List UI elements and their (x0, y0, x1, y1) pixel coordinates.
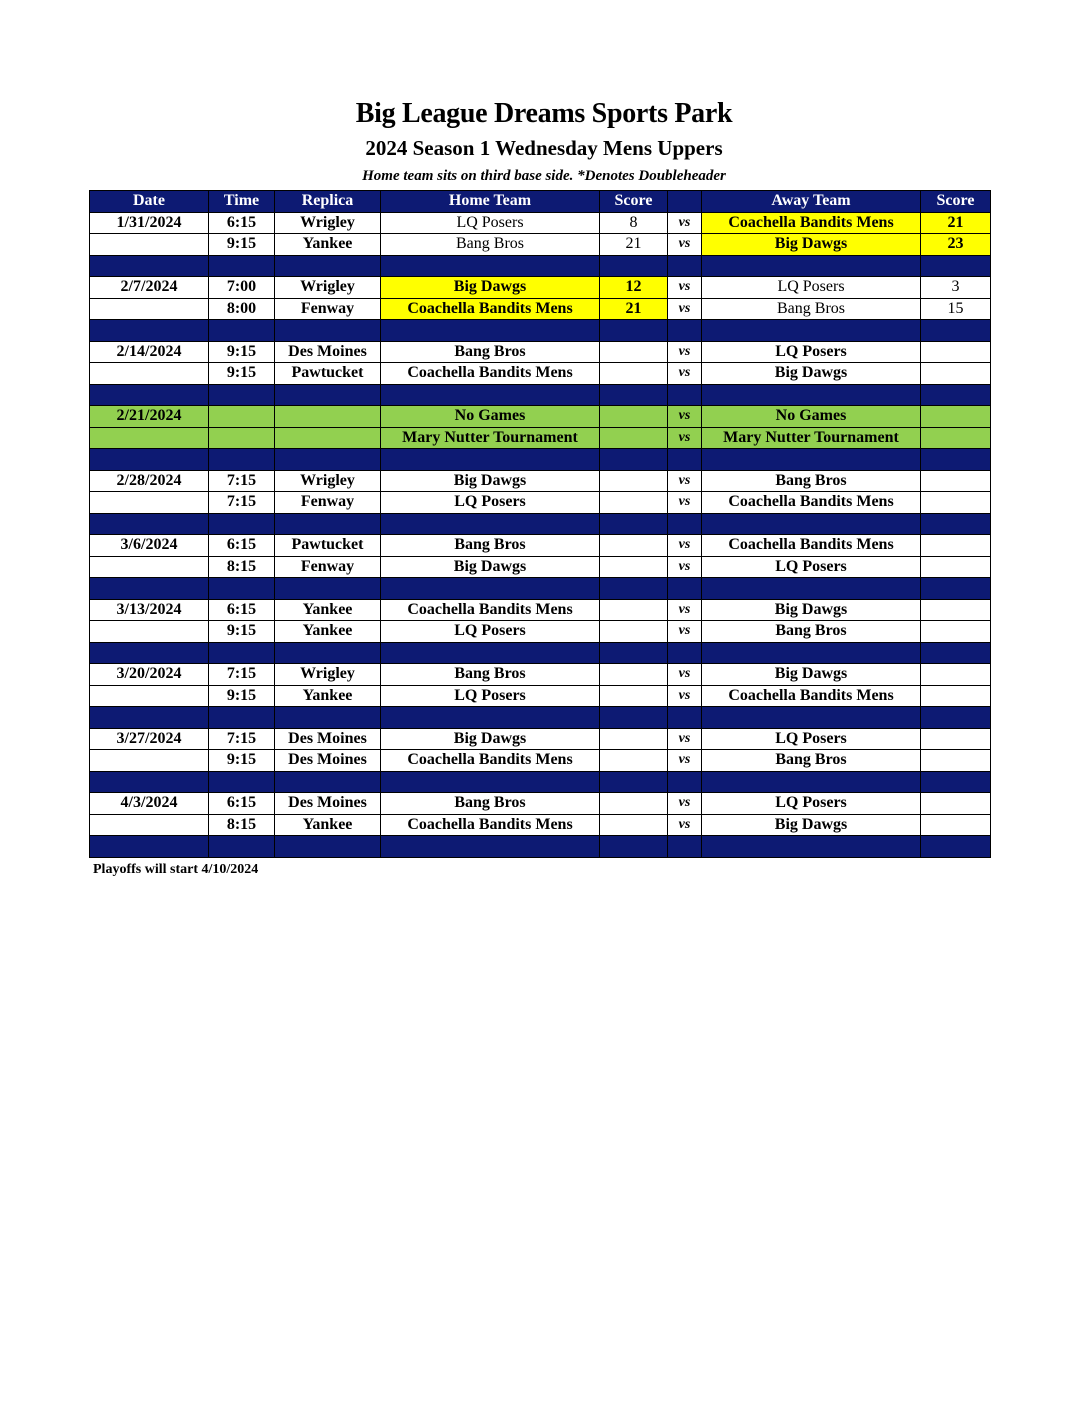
game-date (90, 298, 209, 320)
schedule-table (89, 190, 991, 858)
separator-cell (209, 384, 275, 406)
table-row (90, 793, 991, 815)
header-row (90, 191, 991, 213)
col-vs-header (668, 191, 702, 213)
table-row (90, 234, 991, 256)
separator-cell (381, 642, 600, 664)
table-row (90, 814, 991, 836)
separator-cell (381, 771, 600, 793)
home-score (600, 427, 668, 449)
home-team: Bang Bros (381, 664, 600, 686)
separator-cell (921, 320, 991, 342)
separator-cell (702, 771, 921, 793)
replica-field: Des Moines (275, 750, 381, 772)
home-score (600, 535, 668, 557)
separator-cell (668, 255, 702, 277)
game-date: 3/20/2024 (90, 664, 209, 686)
away-score (921, 814, 991, 836)
separator-cell (600, 707, 668, 729)
replica-field (275, 427, 381, 449)
replica-field: Yankee (275, 621, 381, 643)
separator-cell (90, 578, 209, 600)
home-team: LQ Posers (381, 685, 600, 707)
table-row (90, 492, 991, 514)
vs-label: vs (668, 814, 702, 836)
separator-cell (209, 707, 275, 729)
home-score (600, 341, 668, 363)
home-score (600, 492, 668, 514)
away-score (921, 685, 991, 707)
game-date: 1/31/2024 (90, 212, 209, 234)
home-score (600, 814, 668, 836)
away-team: Mary Nutter Tournament (702, 427, 921, 449)
separator-cell (90, 707, 209, 729)
separator-cell (90, 320, 209, 342)
game-time: 8:15 (209, 556, 275, 578)
table-row (90, 470, 991, 492)
home-score (600, 793, 668, 815)
vs-label: vs (668, 664, 702, 686)
game-time: 9:15 (209, 363, 275, 385)
game-date (90, 492, 209, 514)
home-team: Big Dawgs (381, 556, 600, 578)
separator-cell (381, 836, 600, 858)
away-team: Coachella Bandits Mens (702, 535, 921, 557)
separator-cell (600, 771, 668, 793)
home-team: Coachella Bandits Mens (381, 298, 600, 320)
vs-label: vs (668, 341, 702, 363)
away-score: 3 (921, 277, 991, 299)
away-team: Coachella Bandits Mens (702, 212, 921, 234)
replica-field: Pawtucket (275, 363, 381, 385)
replica-field: Fenway (275, 298, 381, 320)
separator-cell (921, 771, 991, 793)
replica-field: Des Moines (275, 793, 381, 815)
home-team: Bang Bros (381, 341, 600, 363)
home-team: Coachella Bandits Mens (381, 599, 600, 621)
separator-cell (702, 513, 921, 535)
separator-cell (381, 384, 600, 406)
game-date: 4/3/2024 (90, 793, 209, 815)
replica-field (275, 406, 381, 428)
away-score (921, 406, 991, 428)
separator-cell (381, 449, 600, 471)
vs-label: vs (668, 470, 702, 492)
separator-cell (381, 578, 600, 600)
separator-cell (275, 320, 381, 342)
game-time: 9:15 (209, 685, 275, 707)
table-row (90, 427, 991, 449)
col-home-score-header: Score (600, 191, 668, 213)
document-subtitle: 2024 Season 1 Wednesday Mens Uppers (365, 136, 723, 160)
home-score: 21 (600, 234, 668, 256)
separator-cell (209, 771, 275, 793)
away-score (921, 470, 991, 492)
away-score: 15 (921, 298, 991, 320)
separator-cell (600, 320, 668, 342)
home-score (600, 363, 668, 385)
table-row (90, 406, 991, 428)
table-row (90, 621, 991, 643)
home-score (600, 599, 668, 621)
vs-label: vs (668, 492, 702, 514)
separator-row (90, 578, 991, 600)
separator-row (90, 707, 991, 729)
replica-field: Des Moines (275, 728, 381, 750)
vs-label: vs (668, 277, 702, 299)
playoffs-note: Playoffs will start 4/10/2024 (93, 862, 259, 877)
replica-field: Yankee (275, 599, 381, 621)
away-team: Coachella Bandits Mens (702, 492, 921, 514)
vs-label: vs (668, 750, 702, 772)
separator-cell (275, 578, 381, 600)
separator-cell (921, 449, 991, 471)
separator-row (90, 836, 991, 858)
separator-row (90, 449, 991, 471)
game-date (90, 363, 209, 385)
separator-cell (921, 255, 991, 277)
game-date (90, 556, 209, 578)
vs-label: vs (668, 599, 702, 621)
vs-label: vs (668, 406, 702, 428)
home-team: LQ Posers (381, 212, 600, 234)
separator-cell (921, 578, 991, 600)
away-score (921, 750, 991, 772)
vs-label: vs (668, 556, 702, 578)
away-score (921, 427, 991, 449)
separator-cell (600, 449, 668, 471)
away-team: Big Dawgs (702, 234, 921, 256)
game-time: 9:15 (209, 750, 275, 772)
game-date: 2/21/2024 (90, 406, 209, 428)
game-time (209, 406, 275, 428)
separator-cell (921, 384, 991, 406)
separator-cell (668, 513, 702, 535)
game-date: 2/28/2024 (90, 470, 209, 492)
away-team: Big Dawgs (702, 814, 921, 836)
home-team: Coachella Bandits Mens (381, 363, 600, 385)
away-team: Big Dawgs (702, 363, 921, 385)
vs-label: vs (668, 234, 702, 256)
replica-field: Wrigley (275, 664, 381, 686)
game-date (90, 427, 209, 449)
game-date (90, 750, 209, 772)
separator-cell (702, 578, 921, 600)
separator-cell (921, 836, 991, 858)
home-score: 21 (600, 298, 668, 320)
away-score: 23 (921, 234, 991, 256)
vs-label: vs (668, 535, 702, 557)
separator-cell (381, 320, 600, 342)
separator-cell (600, 513, 668, 535)
table-row (90, 685, 991, 707)
replica-field: Wrigley (275, 277, 381, 299)
game-time: 8:15 (209, 814, 275, 836)
home-score (600, 664, 668, 686)
game-date (90, 621, 209, 643)
separator-cell (600, 642, 668, 664)
game-time: 7:15 (209, 728, 275, 750)
separator-cell (209, 449, 275, 471)
separator-cell (702, 707, 921, 729)
game-time: 6:15 (209, 793, 275, 815)
separator-cell (702, 642, 921, 664)
away-team: Bang Bros (702, 621, 921, 643)
replica-field: Wrigley (275, 470, 381, 492)
game-time: 9:15 (209, 234, 275, 256)
away-team: No Games (702, 406, 921, 428)
away-team: LQ Posers (702, 728, 921, 750)
game-time: 7:15 (209, 492, 275, 514)
away-score (921, 664, 991, 686)
vs-label: vs (668, 363, 702, 385)
game-time: 6:15 (209, 212, 275, 234)
away-team: Big Dawgs (702, 599, 921, 621)
home-score: 8 (600, 212, 668, 234)
away-score (921, 599, 991, 621)
home-team: Bang Bros (381, 535, 600, 557)
game-date: 3/6/2024 (90, 535, 209, 557)
col-home-team-header: Home Team (381, 191, 600, 213)
home-score (600, 750, 668, 772)
away-team: LQ Posers (702, 277, 921, 299)
away-team: Big Dawgs (702, 664, 921, 686)
separator-cell (275, 771, 381, 793)
table-row (90, 212, 991, 234)
game-time: 6:15 (209, 535, 275, 557)
separator-cell (90, 513, 209, 535)
separator-row (90, 513, 991, 535)
vs-label: vs (668, 728, 702, 750)
separator-cell (921, 642, 991, 664)
table-row (90, 750, 991, 772)
separator-cell (90, 255, 209, 277)
game-time (209, 427, 275, 449)
separator-cell (275, 513, 381, 535)
away-score (921, 492, 991, 514)
separator-cell (275, 836, 381, 858)
vs-label: vs (668, 298, 702, 320)
separator-cell (209, 513, 275, 535)
table-row (90, 363, 991, 385)
replica-field: Yankee (275, 814, 381, 836)
home-score (600, 621, 668, 643)
home-team: LQ Posers (381, 621, 600, 643)
home-team: Coachella Bandits Mens (381, 814, 600, 836)
away-score (921, 363, 991, 385)
game-date (90, 814, 209, 836)
home-team: Bang Bros (381, 793, 600, 815)
separator-cell (702, 384, 921, 406)
separator-cell (600, 578, 668, 600)
document-title: Big League Dreams Sports Park (355, 98, 733, 129)
home-team: No Games (381, 406, 600, 428)
table-row (90, 341, 991, 363)
home-team: LQ Posers (381, 492, 600, 514)
separator-cell (275, 255, 381, 277)
separator-cell (275, 642, 381, 664)
table-row (90, 277, 991, 299)
away-team: Bang Bros (702, 750, 921, 772)
separator-cell (702, 320, 921, 342)
home-team: Coachella Bandits Mens (381, 750, 600, 772)
separator-cell (209, 642, 275, 664)
game-date: 3/13/2024 (90, 599, 209, 621)
vs-label: vs (668, 685, 702, 707)
vs-label: vs (668, 427, 702, 449)
separator-cell (275, 449, 381, 471)
separator-cell (668, 449, 702, 471)
home-team: Big Dawgs (381, 728, 600, 750)
separator-cell (90, 449, 209, 471)
table-row (90, 298, 991, 320)
game-time: 6:15 (209, 599, 275, 621)
away-team: Coachella Bandits Mens (702, 685, 921, 707)
separator-cell (209, 836, 275, 858)
home-score (600, 728, 668, 750)
separator-cell (668, 642, 702, 664)
vs-label: vs (668, 621, 702, 643)
game-time: 7:00 (209, 277, 275, 299)
col-away-score-header: Score (921, 191, 991, 213)
separator-cell (275, 384, 381, 406)
away-score: 21 (921, 212, 991, 234)
home-team: Mary Nutter Tournament (381, 427, 600, 449)
separator-row (90, 642, 991, 664)
game-time: 9:15 (209, 341, 275, 363)
away-team: LQ Posers (702, 341, 921, 363)
away-team: LQ Posers (702, 793, 921, 815)
table-row (90, 535, 991, 557)
separator-cell (702, 836, 921, 858)
col-away-team-header: Away Team (702, 191, 921, 213)
separator-cell (600, 384, 668, 406)
separator-cell (209, 578, 275, 600)
replica-field: Wrigley (275, 212, 381, 234)
vs-label: vs (668, 793, 702, 815)
away-score (921, 535, 991, 557)
col-time-header: Time (209, 191, 275, 213)
separator-cell (668, 578, 702, 600)
home-score (600, 406, 668, 428)
col-replica-header: Replica (275, 191, 381, 213)
separator-cell (90, 384, 209, 406)
separator-cell (600, 255, 668, 277)
replica-field: Yankee (275, 685, 381, 707)
replica-field: Fenway (275, 492, 381, 514)
separator-cell (668, 771, 702, 793)
table-row (90, 556, 991, 578)
home-team: Bang Bros (381, 234, 600, 256)
home-score: 12 (600, 277, 668, 299)
separator-cell (668, 384, 702, 406)
separator-cell (90, 642, 209, 664)
home-team: Big Dawgs (381, 470, 600, 492)
schedule-note: Home team sits on third base side. *Denotes Doubleheader (362, 168, 726, 184)
away-team: LQ Posers (702, 556, 921, 578)
separator-cell (381, 707, 600, 729)
table-row (90, 728, 991, 750)
separator-cell (921, 513, 991, 535)
home-score (600, 685, 668, 707)
replica-field: Des Moines (275, 341, 381, 363)
away-score (921, 621, 991, 643)
game-time: 7:15 (209, 470, 275, 492)
game-date (90, 685, 209, 707)
separator-cell (381, 255, 600, 277)
separator-cell (275, 707, 381, 729)
separator-cell (209, 320, 275, 342)
game-time: 8:00 (209, 298, 275, 320)
away-score (921, 728, 991, 750)
game-date (90, 234, 209, 256)
away-team: Bang Bros (702, 470, 921, 492)
separator-row (90, 320, 991, 342)
separator-cell (921, 707, 991, 729)
separator-cell (381, 513, 600, 535)
separator-cell (668, 320, 702, 342)
table-row (90, 664, 991, 686)
separator-cell (668, 707, 702, 729)
separator-cell (702, 449, 921, 471)
away-score (921, 556, 991, 578)
game-date: 2/7/2024 (90, 277, 209, 299)
separator-cell (702, 255, 921, 277)
replica-field: Pawtucket (275, 535, 381, 557)
table-row (90, 599, 991, 621)
separator-cell (209, 255, 275, 277)
game-time: 9:15 (209, 621, 275, 643)
away-team: Bang Bros (702, 298, 921, 320)
away-score (921, 793, 991, 815)
separator-cell (90, 771, 209, 793)
col-date-header: Date (90, 191, 209, 213)
separator-cell (668, 836, 702, 858)
separator-row (90, 384, 991, 406)
separator-cell (600, 836, 668, 858)
vs-label: vs (668, 212, 702, 234)
game-date: 2/14/2024 (90, 341, 209, 363)
separator-row (90, 771, 991, 793)
game-date: 3/27/2024 (90, 728, 209, 750)
separator-row (90, 255, 991, 277)
away-score (921, 341, 991, 363)
separator-cell (90, 836, 209, 858)
replica-field: Yankee (275, 234, 381, 256)
home-team: Big Dawgs (381, 277, 600, 299)
replica-field: Fenway (275, 556, 381, 578)
game-time: 7:15 (209, 664, 275, 686)
home-score (600, 556, 668, 578)
home-score (600, 470, 668, 492)
